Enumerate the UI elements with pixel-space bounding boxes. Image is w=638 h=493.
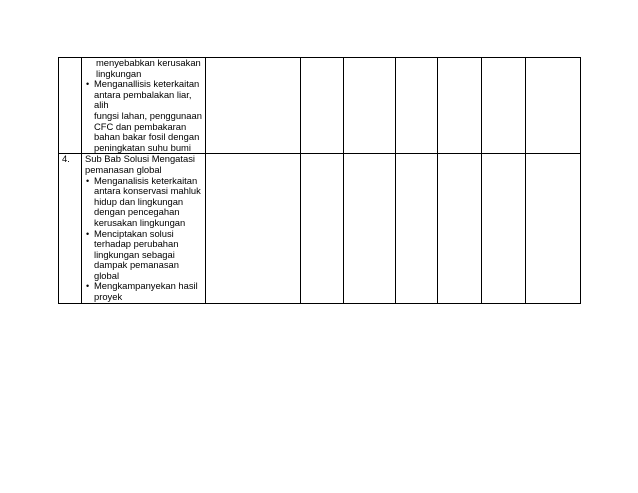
bullet-list (85, 79, 202, 153)
empty-cell (396, 154, 438, 303)
table-row (59, 154, 581, 303)
empty-cell (438, 154, 482, 303)
empty-cell (526, 154, 581, 303)
empty-cell (301, 58, 344, 154)
bullet-icon: • (86, 175, 90, 186)
content-cell (82, 154, 206, 303)
row-number-cell (59, 58, 82, 154)
list-item: • Menciptakan solusi terhadap perubahan lingkungan sebagai dampak pemanasan global (86, 227, 179, 281)
empty-cell (482, 58, 526, 154)
list-item: • Menganalisis keterkaitan antara konservasi mahluk hidup dan lingkungan dengan pencegahan kerusakan lingkungan (86, 174, 201, 228)
empty-cell (206, 58, 301, 154)
row-number-cell: 4. (59, 154, 82, 303)
empty-cell (526, 58, 581, 154)
table-row (59, 58, 581, 154)
continuation-text: menyebabkan kerusakan lingkungan (96, 57, 201, 79)
content-cell (82, 58, 206, 154)
list-item: • Menganallisis keterkaitan antara pembalakan liar, alih fungsi lahan, penggunaan CFC dan pembakaran bahan bakar fosil dengan peningkatan suhu bumi (86, 78, 202, 153)
empty-cell (344, 58, 396, 154)
empty-cell (301, 154, 344, 303)
bullet-icon: • (86, 79, 90, 90)
section-heading: Sub Bab Solusi Mengatasi pemanasan global (85, 153, 195, 175)
empty-cell (206, 154, 301, 303)
bullet-icon: • (86, 228, 90, 239)
bullet-icon: • (86, 281, 90, 292)
empty-cell (438, 58, 482, 154)
bullet-list (85, 176, 202, 303)
list-item: • Mengkampanyekan hasil proyek (86, 280, 198, 303)
empty-cell (344, 154, 396, 303)
assessment-table (58, 57, 581, 304)
empty-cell (396, 58, 438, 154)
empty-cell (482, 154, 526, 303)
